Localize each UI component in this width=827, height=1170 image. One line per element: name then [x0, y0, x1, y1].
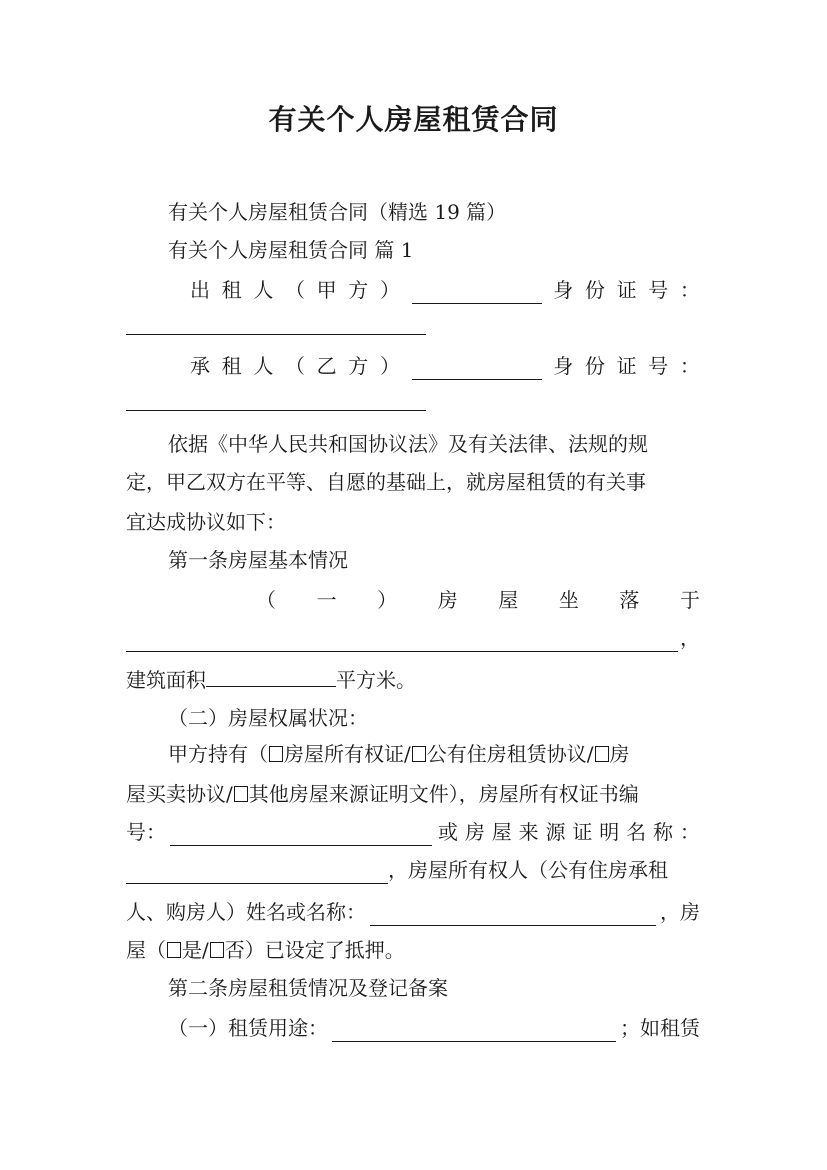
location-char: 落	[619, 588, 640, 612]
owner-name-blank	[370, 903, 656, 926]
ownership-text: 公有住房租赁协议/	[426, 742, 594, 766]
subtitle: 有关个人房屋租赁合同（精选 19 篇）	[168, 200, 507, 224]
lessee-label-char: 租	[221, 354, 242, 378]
ownership-line	[126, 818, 700, 846]
use-suffix: ；如租赁	[620, 1016, 700, 1040]
ownership-line	[126, 898, 700, 926]
lessee-label-char: 乙	[316, 354, 337, 378]
ownership-text: 房屋所有权证/	[284, 742, 411, 766]
source-label-char: 房	[464, 820, 485, 844]
source-label-char: 或	[438, 820, 458, 844]
location-blank-line	[126, 624, 700, 652]
source-label-char: ：	[679, 820, 700, 844]
use-blank	[332, 1019, 616, 1042]
article-2-heading: 第二条房屋租赁情况及登记备案	[168, 976, 448, 1000]
lessee-id-label-char: 证	[616, 354, 637, 378]
checkbox-icon[interactable]	[210, 942, 224, 958]
lessee-line	[190, 352, 700, 380]
intro-line: 依据《中华人民共和国协议法》及有关法律、法规的规	[168, 432, 648, 456]
lessee-label-char: （	[284, 354, 305, 378]
lessor-label-char: 租	[221, 278, 242, 302]
lessor-label-char: 方	[348, 278, 369, 302]
owner-name-label: 人、购房人）姓名或名称：	[126, 900, 366, 924]
cert-number-label: 号：	[126, 820, 166, 844]
checkbox-icon[interactable]	[269, 746, 283, 762]
lessee-label-char: 承	[190, 354, 210, 378]
intro-line: 宜达成协议如下：	[126, 510, 286, 534]
source-label-char: 证	[572, 820, 593, 844]
location-blank	[126, 629, 678, 652]
ownership-text: ，房	[660, 900, 700, 924]
ownership-heading: （二）房屋权属状况：	[168, 706, 368, 730]
ownership-text: 甲方持有（	[168, 742, 268, 766]
use-label: （一）租赁用途：	[168, 1016, 328, 1040]
location-char: 坐	[558, 588, 579, 612]
intro-line: 定，甲乙双方在平等、自愿的基础上，就房屋租赁的有关事	[126, 470, 646, 494]
lessee-id-blank	[126, 410, 426, 411]
lessee-id-label-char: 身	[553, 354, 574, 378]
ownership-line	[126, 780, 700, 808]
source-label-char: 来	[518, 820, 539, 844]
ownership-text: 否）已设定了抵押。	[224, 938, 405, 962]
location-char: 房	[437, 588, 458, 612]
area-line	[126, 664, 700, 692]
lessee-id-label-char: ：	[679, 354, 700, 378]
lessee-name-blank	[412, 357, 542, 380]
area-unit: 平方米。	[336, 668, 416, 692]
lessor-label-char: 甲	[316, 278, 337, 302]
lessor-id-label-char: 份	[584, 278, 605, 302]
location-char: 于	[679, 588, 700, 612]
source-label-char: 屋	[491, 820, 512, 844]
lessee-id-label-char: 份	[584, 354, 605, 378]
location-comma: ，	[680, 626, 700, 650]
lessor-id-label-char: 号	[648, 278, 669, 302]
lessor-label-char: （	[284, 278, 305, 302]
ownership-text: ，房屋所有权人（公有住房承租	[388, 858, 668, 882]
source-label-char: 明	[599, 820, 620, 844]
lessee-label-char: ）	[379, 354, 400, 378]
cert-number-blank	[170, 823, 432, 846]
source-label-char: 名	[626, 820, 647, 844]
lessee-label-char: 方	[348, 354, 369, 378]
lessee-label-char: 人	[253, 354, 274, 378]
part-heading: 有关个人房屋租赁合同 篇 1	[168, 238, 414, 262]
ownership-line	[126, 856, 700, 884]
source-label-char: 源	[545, 820, 566, 844]
lessor-id-blank	[126, 334, 426, 335]
location-char: （	[256, 588, 276, 612]
source-name-blank	[126, 861, 388, 884]
ownership-text: 屋（	[126, 938, 166, 962]
lessee-id-label-char: 号	[648, 354, 669, 378]
use-line	[168, 1014, 700, 1042]
lessor-id-label-char: 证	[616, 278, 637, 302]
location-char: ）	[377, 588, 398, 612]
lessor-id-label-char: 身	[553, 278, 574, 302]
lessor-id-label-char: ：	[679, 278, 700, 302]
source-label-char: 称	[653, 820, 673, 844]
ownership-text: 是/	[182, 938, 209, 962]
location-char: 一	[316, 588, 337, 612]
checkbox-icon[interactable]	[412, 746, 426, 762]
area-label: 建筑面积	[126, 668, 206, 692]
checkbox-icon[interactable]	[167, 942, 181, 958]
ownership-text: 其他房屋来源证明文件），房屋所有权证书编	[248, 782, 639, 806]
checkbox-icon[interactable]	[595, 746, 609, 762]
ownership-line	[168, 740, 700, 768]
ownership-line	[126, 936, 700, 964]
area-blank	[206, 664, 336, 687]
location-char: 屋	[498, 588, 519, 612]
ownership-text: 屋买卖协议/	[126, 782, 233, 806]
article-1-heading: 第一条房屋基本情况	[168, 548, 348, 572]
lessor-label-char: 人	[253, 278, 274, 302]
lessor-name-blank	[412, 281, 542, 304]
ownership-text: 房	[609, 742, 630, 766]
checkbox-icon[interactable]	[234, 786, 248, 802]
document-title: 有关个人房屋租赁合同	[268, 103, 559, 136]
lessor-line	[190, 276, 700, 304]
lessor-label-char: ）	[379, 278, 400, 302]
location-line	[256, 586, 700, 614]
lessor-label-char: 出	[190, 278, 210, 302]
